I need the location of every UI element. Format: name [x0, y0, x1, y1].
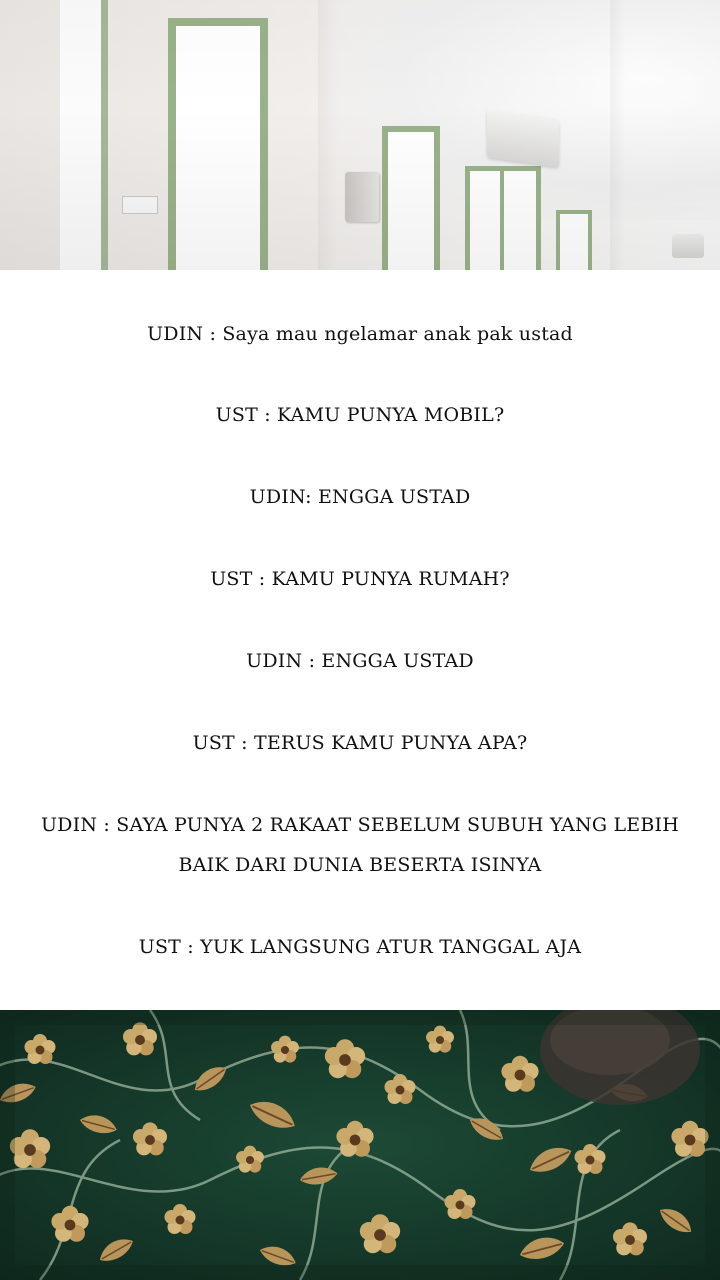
dialog-line: UST : KAMU PUNYA RUMAH?: [210, 568, 510, 590]
carpet-pattern: [0, 1010, 720, 1280]
dialog-line: UDIN : Saya mau ngelamar anak pak ustad: [147, 323, 573, 345]
dialog-line: UST : YUK LANGSUNG ATUR TANGGAL AJA: [138, 936, 582, 958]
dialog-line: UDIN : ENGGA USTAD: [246, 650, 474, 672]
dialog-line: UDIN : SAYA PUNYA 2 RAKAAT SEBELUM SUBUH YANG LEBIH BAIK DARI DUNIA BESERTA ISINYA: [40, 814, 680, 876]
wall-shade: [0, 0, 720, 270]
dialog-line: UST : TERUS KAMU PUNYA APA?: [192, 732, 528, 754]
dialog-line: UDIN: ENGGA USTAD: [249, 486, 471, 508]
carpet-photo: [0, 1010, 720, 1280]
dialog-text-block: [0, 270, 720, 1010]
dialog-line: UST : KAMU PUNYA MOBIL?: [215, 404, 505, 426]
room-photo: [0, 0, 720, 270]
